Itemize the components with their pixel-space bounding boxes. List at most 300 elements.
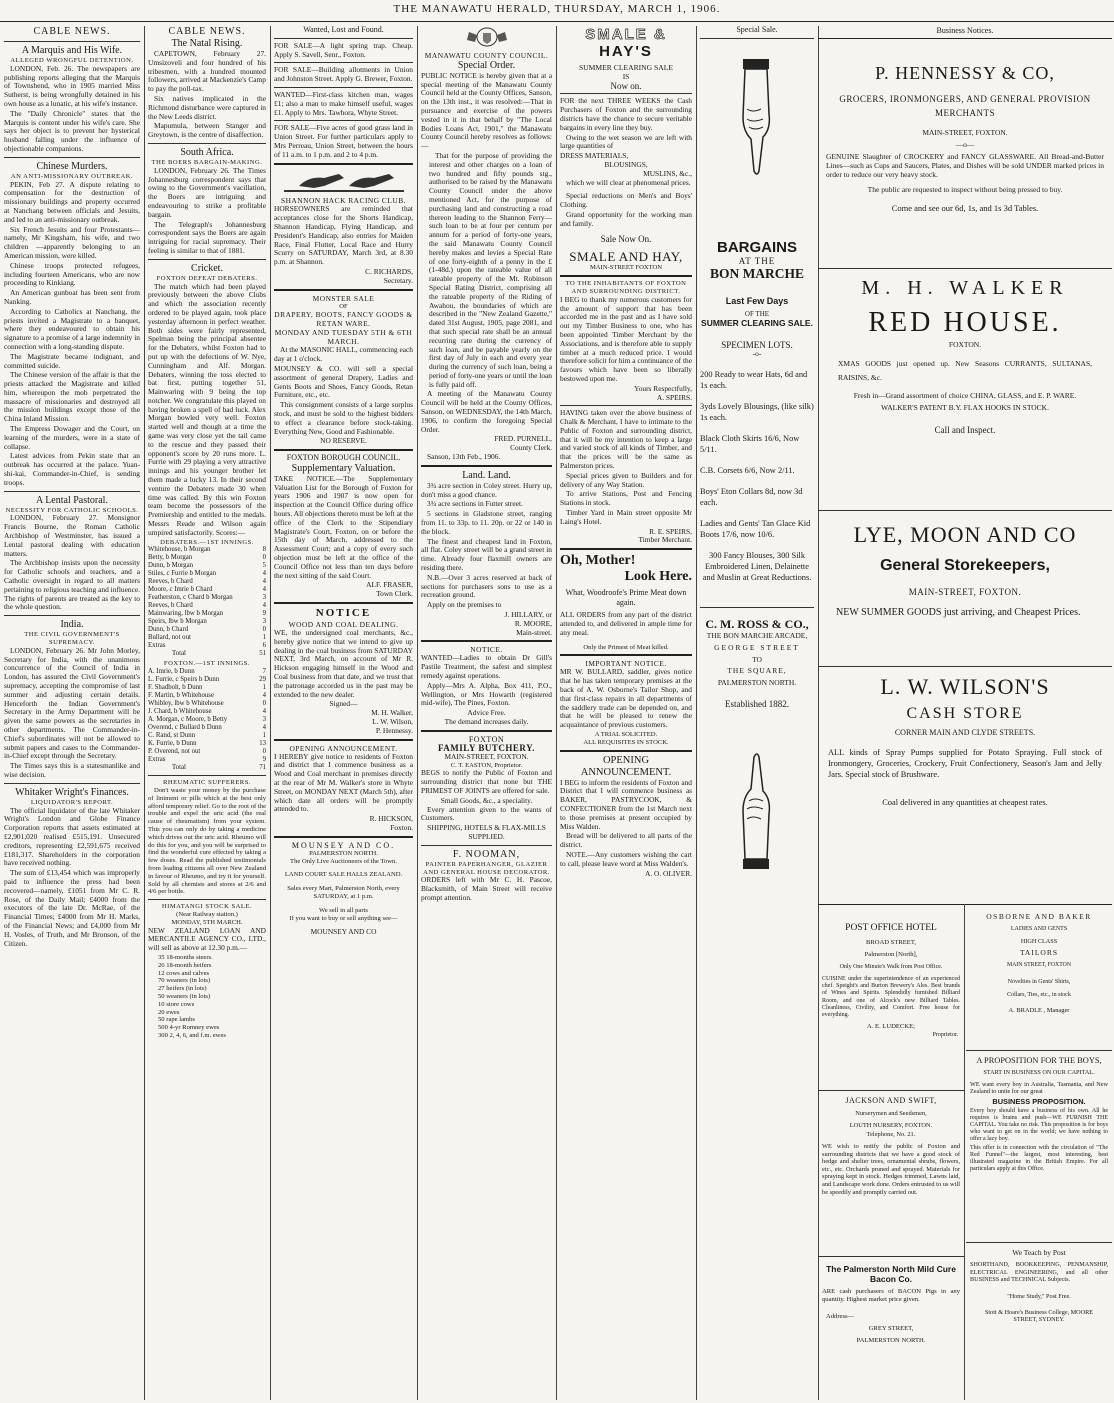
ad-subtitle: WOOD AND COAL DEALING. [288, 620, 399, 630]
ad-text: LAND COURT SALE HALLS ZEALAND. [284, 871, 403, 879]
column-4 [421, 26, 552, 1400]
article-text: LONDON, February 26. The Times Johannesburg correspondent says that owing to the Government's vacillation, the Boers are intriguing and endeavouring to strike a profitable bargain. [148, 165, 266, 219]
ad-text: Grand opportunity for the working man and family. [560, 209, 692, 228]
ad-text: IS [622, 71, 630, 81]
ad-title: OPENING ANNOUNCEMENT. [289, 743, 398, 753]
ad-title: C. M. ROSS & CO., [705, 616, 809, 631]
ad-text: BUSINESS PROPOSITION. [992, 1097, 1086, 1107]
ad-subtitle: LADIES AND GENTS [1010, 926, 1068, 932]
article-text: The "Daily Chronicle" states that the Marquis is content under his wife's care. She says her object is to prevent her hysterical husband falling under the influence of objectionable companions. [4, 108, 140, 153]
ad-text: Now on. [610, 80, 642, 91]
ad-text: CUISINE under the superintendence of an experienced chef. Speight's and Burton Brewery's Ales. Best brands of Wines and Spirits. Splendidly furnished Billiard Room, and one of Alcock's new Billiard Tables. Cleanliness, Civility, and Comfort. Free house for everything. [822, 976, 960, 1019]
ad-proposition [966, 1056, 1112, 1173]
article-subtitle: THE BOERS BARGAIN-MAKING. [151, 158, 263, 166]
article-title: Whitaker Wright's Finances. [15, 786, 129, 798]
ad-title: JACKSON AND SWIFT, [845, 1096, 937, 1105]
ad-title: BON MARCHE [709, 265, 805, 281]
ad-text: Established 1882. [725, 698, 789, 709]
ad-subtitle: DRAPERY, BOOTS, FANCY GOODS & RETAN WARE. [274, 310, 413, 329]
ad-text: SATURDAY, at 1 p.m. [313, 892, 374, 900]
ad-text: Every attention given to the wants of Customers. [421, 804, 552, 823]
ad-text: 3¾ acre sections in Futter street. [427, 499, 523, 509]
stock-item: 20 ewes [158, 1008, 180, 1016]
signature: L. W. Wilson, [372, 717, 413, 727]
ad-text: AT THE [738, 255, 776, 266]
article-text: PEKIN, Feb 27. A dispute relating to compensation for the destruction of missionary buildings and property occurred at Nanchang between officials and Jesuits, and led to an anti-missionary outbreak. [4, 179, 140, 224]
ad-subtitle: START IN BUSINESS ON OUR CAPITAL. [983, 1069, 1095, 1076]
section-heading: CABLE NEWS. [33, 26, 111, 37]
article-subtitle: ALLEGED WRONGFUL DETENTION. [10, 57, 134, 64]
ad-text: SHIPPING, HOTELS & FLAX-MILLS SUPPLIED. [427, 823, 546, 841]
ad-subtitle: HIGH CLASS [1020, 938, 1058, 945]
ad-text: I BEG to inform the residents of Foxton and District that I will commence business as BAKER, PASTRYCOOK, & CONFECTIONER from the 1st March next to those premises at present occupied by Miss Walden. [560, 777, 692, 831]
ad-jackson-swift [818, 1096, 964, 1196]
article-text: The Magistrate became indignant, and committed suicide. [4, 351, 140, 370]
article-text: According to Catholics at Nanchang, the priests invited a Magistrate to a banquet, where they endeavoured to obtain his signature to a promise of a large indemnity in connection with a long-standing dispute. [4, 306, 140, 351]
ad-text: 3¾ acre section in Coley street. Hurry up, don't miss a good chance. [421, 480, 552, 499]
racing-horse-icon [284, 168, 404, 194]
stock-item: 12 cows and calves [158, 969, 210, 977]
ad-text: WE, the undersigned coal merchants, &c., hereby give notice that we intend to give up dealing in the coal business from SATURDAY NEXT, 3rd March, on account of Mr R. Hickson engaging himself in the Wood and Coal business from that date, and we trust that the patronage accorded us in the past may be extended to the new dealer. [274, 628, 413, 699]
ad-title: MONSTER SALE [312, 293, 375, 303]
ad-subtitle: Nurserymen and Seedsmen, [855, 1110, 927, 1117]
ad-text: Bread will be delivered to all parts of the district. [560, 831, 692, 850]
column-2 [148, 26, 266, 1400]
ad-address: TO [752, 654, 762, 664]
article-subtitle: NECESSITY FOR CATHOLIC SCHOOLS. [5, 506, 139, 514]
ad-subtitle: Last Few Days [725, 295, 789, 306]
sale-item: 300 Fancy Blouses, 300 Silk Embroidered Linen, Delainette and Muslin at Great Reductions. [702, 550, 812, 582]
column-5 [560, 26, 692, 1400]
ad-title: BARGAINS [716, 238, 797, 256]
ad-text: The Only Live Auctioneers of the Town. [290, 857, 397, 865]
ad-title: Look Here. [624, 569, 692, 585]
ad-title: OSBORNE AND BAKER [986, 912, 1092, 921]
ad-subtitle: General Storekeepers, [880, 557, 1050, 574]
column-rule [270, 26, 271, 1400]
signature-role: Town Clerk. [376, 589, 413, 599]
ad-proprietor: C. T. EASTON, Proprietor. [450, 761, 523, 769]
ad-text: Timber Yard in Main street opposite Mr Laing's Hotel. [560, 508, 692, 526]
signature-role: Secretary. [383, 275, 413, 285]
ad-text: ALL kinds of Spray Pumps supplied for Potato Spraying. Full stock of Ironmongery, Groceries, Crockery, Fruit Confectionery, Season's Jam and Jelly Jars. Special stock of Brushware. [828, 748, 1102, 779]
signature-role: Proprietor. [932, 1032, 958, 1039]
ad-address: BROAD STREET, [865, 939, 917, 946]
ad-subtitle: FAMILY BUTCHERY. [437, 742, 536, 753]
ad-title: HIMATANGI STOCK SALE. [161, 903, 253, 911]
ad-text: Special reductions on Men's and Boys' Clothing. [560, 191, 692, 210]
ad-subtitle: PALMERSTON NORTH. [309, 849, 378, 857]
ad-text: To arrive Stations, Post and Fencing Stations in stock. [560, 489, 692, 508]
ad-text: Apply—Mrs A. Alpha, Box 411, P.O., Wellington, or Mrs Howarth (registered mid-wife), The Pines, Foxton. [421, 680, 552, 708]
signature-role: Foxton. [390, 822, 413, 832]
ad-title: HAY'S [599, 43, 653, 60]
ad-date: MONDAY AND TUESDAY 5TH & 6TH MARCH. [274, 328, 413, 347]
ad-title: LYE, MOON AND CO [853, 522, 1077, 547]
ad-text: I BEG to thank my numerous customers for the amount of support that has been accorded me in the past and as I have sold out my Timber Business to one, who has been appointed Timber Merchant by the Associations, and is therefore able to supply timber at a much reduced price. I would therefore solicit for him a continuance of the favours which have been so liberally bestowed upon me. [560, 294, 692, 383]
ad-text: GENUINE Slaughter of CROCKERY and FANCY GLASSWARE. All Bread-and-Butter Lines—such as Cups and Saucers, Plates, and Dishes will be sold UNDER marked prices in order to reduce our very heavy stock. [826, 152, 1104, 179]
ad-text: NEW ZEALAND LOAN AND MERCANTILE AGENCY CO., LTD., will sell as above at 12.30 p.m.— [148, 925, 266, 953]
ad-subtitle: PAINTER PAPERHANGER, GLAZIER AND GENERAL HOUSE DECORATOR. [423, 860, 550, 876]
ad-subtitle: TAILORS [1019, 948, 1059, 957]
ad-subtitle: Special Order. [457, 59, 516, 71]
column-3 [274, 26, 413, 1400]
stock-item: 10 store cows [158, 1000, 195, 1008]
article-text: Six French Jesuits and four Protestants—namely, Mr Kingsham, his wife, and two children —apparently belonging to an American mission, were killed. [4, 224, 140, 260]
ad-text: Advice Free. [467, 708, 506, 718]
ad-text: At the MASONIC HALL, commencing each day at 1 o'clock. [274, 345, 413, 364]
ad-text: Fresh in—Grand assortment of choice CHINA, GLASS, and E. P. WARE. [853, 391, 1077, 400]
ad-text: HORSEOWNERS are reminded that acceptances close for the Shorts Handicap, Shannon Handicap, Flying Handicap, and President's Handicap, also entries for Maiden Race, Final Flutter, Local Race and Hurry Scurry on SATURDAY, March 3rd, at 8.30 p.m. at Shannon. [274, 204, 413, 267]
ad-subtitle: SPECIMEN LOTS. [721, 340, 793, 351]
signature: A. BRADLE , Manager [1008, 1007, 1070, 1014]
scorecard-row: Stiles, c Furrie b Morgan 4 [148, 570, 266, 578]
stock-item: 27 heifers (in lots) [158, 985, 207, 993]
ad-title: TO THE INHABITANTS OF FOXTON AND SURROUNDING DISTRICT. [565, 280, 687, 295]
ad-title: The Palmerston North Mild Cure Bacon Co. [826, 1264, 956, 1284]
ad-address: MAIN STREET, FOXTON [1006, 962, 1072, 968]
signature: ALF. FRASER, [366, 580, 413, 590]
scorecard-foxton [148, 668, 266, 764]
scorecard-row: Extras 9 [148, 756, 266, 764]
ad-wilson [818, 674, 1112, 807]
ad-text: I HEREBY give notice to residents of Foxton and district that I commence business as a Wood and Coal merchant in premises directly at the rear of Mr M. Walker's store in Whyte Street, on MONDAY NEXT (March 5th), after which date all orders will be promptly attended to. [274, 751, 413, 814]
sale-item: Black Cloth Skirts 16/6, Now 5/11. [700, 433, 800, 454]
article-title: Cricket. [191, 262, 223, 274]
ad-text: The public are requested to inspect without being pressed to buy. [867, 185, 1063, 194]
ad-address: Palmerston [North], [864, 951, 918, 958]
classified-ad: FOR SALE—A light spring trap. Cheap. Apply S. Savell, Senr., Foxton. [274, 40, 413, 59]
ad-text: A meeting of the Manawatu County Council will be held at the County Offices, Sanson, on WEDNESDAY, the 14th March, 1906, to confirm the foregoing Special Order. [421, 389, 552, 434]
ad-text: Call and Inspect. [934, 425, 996, 435]
signature: M. H. Walker, [371, 708, 413, 718]
article-text: The official liquidator of the late Whitaker Wright's London and Globe Finance Corporation reports that assets estimated at £2,901,020 realised £515,191. Unsecured creditors, representing £2,591,675 received £181,317. Shareholders in the corporation have received nothing. [4, 805, 140, 868]
sale-item: Ladies and Gents' Tan Glace Kid Boots 17/6, now 10/6. [700, 518, 811, 539]
scorecard-row: A. Morgan, c Moore, b Betty 3 [148, 716, 266, 724]
ad-text: Signed— [329, 699, 358, 709]
article-subtitle: AN ANTI-MISSIONARY OUTBREAK. [10, 172, 134, 180]
scorecard-row: Moore, c Imrie b Chard 4 [148, 586, 266, 594]
ad-text: MOUNSEY & CO. will sell a special assortment of general Drapery, Ladies and Gents Boots and Shoes, Fancy Goods, Retan Furniture, etc., etc. [274, 363, 413, 400]
scorecard-row: Extras 6 [148, 642, 266, 650]
section-label: Business Notices. [936, 26, 994, 35]
ad-title: MOUNSEY AND CO. [291, 840, 396, 850]
ad-title: L. W. WILSON'S [880, 674, 1050, 699]
article-text: Six natives implicated in the Richmond disturbance were captured in the New Leeds district. [148, 93, 266, 121]
ad-text: Don't waste your money by the purchase of liniment or pills which at the best only afford temporary relief. Go to the root of the trouble and expel the uric acid (the real cause of rheumatism) from your system. This you can only do by taking a medicine which drives out the uric acid. Rheumo will do this for you, and you will be surprised to find the wonderful cure effected by taking a few doses. Read the published testimonials from leading citizens all over New Zealand in favour of Rheumo, and try it for yourself. Sold by all chemists and stores at 2/6 and 4/6 per bottle. [148, 787, 266, 896]
ad-text: OF THE [744, 309, 770, 318]
article-text: CAPETOWN, February 27. Umsizoveli and four hundred of his tribesmen, with a hundred mounted followers, arrived at Mackenzie's Camp to pay the poll-tax. [148, 49, 266, 94]
ad-text: Novelties in Gents' Shirts, [1007, 979, 1071, 985]
signature: C. RICHARDS, [365, 266, 413, 276]
stock-item: 50 rape lambs [158, 1016, 195, 1024]
ad-text: The finest and cheapest land in Foxton, all flat. Coley street will be a grand street in time. Already four flaxmill owners are residing there. [421, 536, 552, 573]
ad-text: Coal delivered in any quantities at cheapest rates. [882, 798, 1048, 807]
ad-text: NO RESERVE. [320, 436, 367, 446]
ad-text: (Near Railway station.) [176, 910, 238, 918]
stock-item: 35 18-months steers. [158, 953, 213, 961]
ad-address: LOUTH NURSERY, FOXTON. [849, 1122, 933, 1129]
ad-text: OF [339, 302, 348, 310]
ad-osborne-baker [966, 912, 1112, 1015]
ad-text: This offer is in connection with the circulation of "The Red Funnel"—the largest, most interesting, best illustrated magazine in the British Empire. For all particulars apply at this Office. [970, 1145, 1108, 1173]
ad-text: NOTE.—Any customers wishing the cart to call, please leave word at Miss Walden's. [560, 849, 692, 868]
signature: P. Hennessy. [375, 725, 413, 735]
pointing-hand-down-icon [700, 59, 814, 179]
ad-title: RHEUMATIC SUFFERERS. [162, 779, 252, 787]
scorecard-row: Dunn, b Chard 0 [148, 626, 266, 634]
ad-hennessy: P. HENNESSY & CO, GROCERS, IRONMONGERS, AND GENERAL PROVISION MERCHANTS MAIN-STREET, FOXTON. —o— GENUINE Slaughter of CROCKERY and FANCY GLASSWARE. All Bread-and-Butter Lines—such as Cups and Saucers, Plates, and Dishes will be sold UNDER marked prices in order to reduce our very heavy stock. The public are requested to inspect without being pressed to buy. Come and see our 6d, 1s, and 1s 3d Tables. [818, 62, 1112, 213]
ad-text: Small Goods, &c., a speciality. [440, 795, 533, 805]
ad-text: A TRIAL SOLICITED. [594, 731, 658, 739]
ad-text: Owing to the wet season we are left with large quantities of [560, 132, 692, 151]
article-text: Chinese troops protected refugees, including fourteen Americans, who are now proceeding to Kinkiang. [4, 260, 140, 288]
ad-text: 5 sections in Gladstone street, ranging from 11. to 33p. to 11. 20p. or 22 or 140 in the block. [421, 509, 552, 536]
ad-text: WE want every boy in Australia, Tasmania, and New Zealand to unite for our great [970, 1081, 1108, 1096]
ad-text: HAVING taken over the above business of Chalk & Merchant, I have to intimate to the Public of Foxton and surrounding district, that it will be my intention to keep a large and varied stock of all kinds of Timber, and that the prices will be the same as Palmerston prices. [560, 408, 692, 471]
section-heading: Wanted, Lost and Found. [303, 26, 384, 34]
article-text: The Chinese version of the affair is that the priests attacked the Magistrate and killed him, whereupon the mob perpetrated the massacre of missionaries and destroyed all the mission buildings except those of the China Inland Mission. [4, 370, 140, 424]
stock-item: 300 2, 4, 6, and f.m. ewes [158, 1031, 226, 1039]
ad-title: NOTICE [315, 607, 372, 620]
ad-subtitle: GROCERS, IRONMONGERS, AND GENERAL PROVISION MERCHANTS [839, 94, 1091, 118]
scorecard-row: Overend, c Bullard b Dunn 4 [148, 724, 266, 732]
article-text: The Archbishop insists upon the necessity for Catholic schools and teachers, and a Catholic oversight in regard to all matters pertaining to religious teaching and influence. The rights of parents are treated as the key to the whole question. [4, 558, 140, 612]
scorecard-row: L. Furrie, c Speirs b Dunn 29 [148, 676, 266, 684]
section-label: Special Sale. [736, 26, 778, 34]
ad-text: Collars, Ties, etc., in stock [1007, 992, 1071, 998]
ad-subtitle: Supplementary Valuation. [291, 462, 396, 474]
ad-address: MAIN-STREET, FOXTON. [908, 587, 1022, 597]
ad-text: BEGS to notify the Public of Foxton and surrounding district that none but THE PRIMEST OF JOINTS are offered for sale. [421, 768, 552, 795]
ad-address: FOXTON. [948, 340, 982, 349]
column-6: Special Sale. BARGAINS AT THE BON MARCHE Last Few Days OF THE SUMMER CLEARING SALE. SPECIMEN LOTS. -o- 200 Ready to wear Hats, 6d and 1s each. 3yds Lovely Blousings, (like silk) 1s each. Black Cloth Skirts 16/6, Now 5/11. C.B. Corsets 6/6, Now 2/11. Boys' Eton Collars 8d, now 3d each. Ladies and Gents' Tan Glace Kid Boots 17/6, now 10/6. 300 Fancy Blouses, 300 Silk Embroidered Linen, Delainette and Muslin at Great Reductions. C. M. ROSS & CO., THE BON MARCHE ARCADE, GEORGE STREET TO THE SQUARE, PALMERSTON NORTH. Established 1882. [700, 26, 814, 1400]
ad-title: A PROPOSITION FOR THE BOYS, [976, 1056, 1102, 1065]
ad-text: XMAS GOODS just opened up. New Seasons CURRANTS, SULTANAS, RAISINS, &c. [838, 359, 1092, 382]
ad-text: We sell in all parts [319, 906, 368, 914]
ad-post-office-hotel [818, 912, 964, 1040]
ad-text: MUSLINS, &c., [643, 168, 692, 178]
ad-text: BLOUSINGS, [604, 159, 648, 169]
ad-address: GEORGE STREET [714, 642, 800, 652]
stock-item: 26 18-month heifers [158, 961, 212, 969]
ad-title: We Teach by Post [1012, 1248, 1066, 1257]
ad-walker [818, 276, 1112, 435]
article-text: The sum of £13,454 which was improperly paid to influence the press had been recovered—namely, £1051 from Mr C. R. Rose, of the Daily Mail; £4000 from the executors of the late Dr. McRae, of the Financial Times; £4000 from Mr H. Marks, of the Financial News; and £4,000 from Mr H. Vosles, of Truth, and Mr Bronson, of the Citizen. [4, 868, 140, 948]
ad-text: PUBLIC NOTICE is hereby given that at a special meeting of the Manawatu County Council held at the County Offices, Sanson, on the 13th inst., it was resolved:—That in pursuance and exercise of the powers vested in it in that behalf by "The Local Bodies Loans Act, 1901," the Manawatu County Council hereby resolves as follows:— [421, 70, 552, 151]
scorecard-debaters [148, 546, 266, 650]
article-text: LONDON, Feb. 26. The newspapers are publishing reports alleging that the Marquis of Townshend, who in 1905 married Miss Sutherst, is being wrongfully detained in his own house as a lunatic, at his wife's instance. [4, 63, 140, 108]
ad-title: NOTICE. [470, 645, 503, 655]
ad-text: ALL ORDERS from any part of the district attended to, and delivered in ample time for any meal. [560, 610, 692, 637]
ad-bacon-co [818, 1264, 964, 1345]
ad-title: RED HOUSE. [868, 307, 1062, 338]
ad-title: SMALE & [585, 26, 667, 43]
ad-title: IMPORTANT NOTICE. [585, 659, 667, 669]
scorecard-row: Whitehouse, b Morgan 8 [148, 546, 266, 554]
ad-title: SMALE AND HAY, [569, 249, 683, 265]
signature: A. E. LUDECKE; [867, 1023, 915, 1031]
ad-text: DRESS MATERIALS, [560, 151, 629, 161]
ad-date: Sanson, 13th Feb., 1906. [427, 452, 501, 462]
scorecard-row: Reeves, b Chard 4 [148, 602, 266, 610]
article-text: LONDON, February 27. Monsignor Francis Bourne, the Roman Catholic Archbishop of Westminster, has issued a Lental pastoral dealing with education matters. [4, 513, 140, 558]
scorecard-row: P. Overend, not out 0 [148, 748, 266, 756]
scorecard-row: K. Furrie, b Dunn 13 [148, 740, 266, 748]
ad-text: Stott & Hoare's Business College, MOORE STREET, SYDNEY. [984, 1308, 1094, 1324]
article-subtitle: FOXTON DEFEAT DEBATERS. [156, 274, 258, 282]
ad-text: Only One Minute's Walk from Post Office. [839, 964, 943, 970]
article-subtitle: THE CIVIL GOVERNMENT'S SUPREMACY. [24, 631, 120, 647]
sale-item: C.B. Corsets 6/6, Now 2/11. [700, 465, 795, 475]
scorecard-row: Betty, b Morgan 0 [148, 554, 266, 562]
column-1 [4, 26, 140, 1400]
ad-title: M. H. WALKER [861, 277, 1069, 299]
signature: FRED. PURNELL, [494, 434, 552, 444]
ad-text: MR W. BULLARD, saddler, gives notice that he has taken temporary premises at the back of A. W. Osborne's Tailor Shop, and that first-class repairs in all departments of the saddlery trade can be depended on, and that he will be pleased to renew the acquaintance of previous customers. [560, 667, 692, 730]
ad-address: PALMERSTON NORTH. [717, 678, 797, 688]
ad-text: WE wish to notify the public of Foxton and surrounding districts that we have a good stock of hedge and shelter trees, ornamental shrubs, flowers, etc., etc. Orchards pruned and sprayed. Materials for spraying kept in stock. Hedges trimmed, Lawns laid, and Landscape work done. Orders entrusted to us will be speedily and promptly carried out. [822, 1143, 960, 1196]
ad-text: WANTED—Ladies to obtain Dr Gill's Pastile Treatment, the safest and simplest remedy against operations. [421, 653, 552, 680]
scorecard-row: Whibley, lbw b Whitehouse 0 [148, 700, 266, 708]
signature: R. E. SPEIRS, [649, 526, 692, 536]
article-text: An American gunboat has been sent from Nanking. [4, 288, 140, 306]
article-title: India. [60, 619, 84, 631]
article-title: South Africa. [180, 146, 234, 158]
signature-role: County Clerk. [510, 443, 552, 453]
article-title: A Marquis and His Wife. [21, 45, 123, 56]
ad-text: Sales every Mart, Palmerston North, every [287, 885, 400, 893]
ad-text: Address— [826, 1312, 855, 1320]
article-text: The match which had been played previously between the above Clubs and which the association recently ordered to be played again, took place yesterday afternoon in perfect weather. Both sides were fairly represented, Spelman being the principal absentee for the Debaters, whilst Foxton had to put up with the defections of W. Nye, Cunningham and Alf. Morgan. Debaters, winning the toss elected to bat first, putting together 51, Mainwaring with 9 being the top notcher. We congratulate this played on having broken a spell of bad luck. Alex Morgan bowled very well. Foxton started well and though at a time the game was very close yet the tail came to the rescue and they passed their opponent's score by 20 runs more. L. Furrie with 29 playing a very attractive innings and his younger brother let them made a lucky 13. In their second venture the Debaters made 30 when time was called. By this win Foxton team become the possessors of the Premiership and entitled to the medals. Messrs Reade and Wilson again umpired satisfactorily. Scores:— [148, 281, 266, 537]
ad-text: WALKER'S PATENT B.Y. FLAX HOOKS IN STOCK. [881, 403, 1049, 412]
article-text: The Telegraph's Johannesburg correspondent says the Boers are again intriguing for racial supremacy. Their feeling is similar to that of 1881. [148, 219, 266, 255]
article-subtitle: LIQUIDATOR'S REPORT. [30, 798, 114, 806]
ad-subtitle: SUMMER CLEARING SALE. [701, 318, 813, 329]
ad-text: ORDERS left with Mr C. H. Pascoe, Blacksmith, of Main Street will receive prompt attention. [421, 875, 552, 902]
ad-subtitle: THE BON MARCHE ARCADE, [706, 630, 808, 640]
ad-title: OPENING ANNOUNCEMENT. [580, 754, 672, 778]
stock-list [148, 954, 266, 1040]
ad-text: SHORTHAND, BOOKKEEPING, PENMANSHIP, ELECTRICAL ENGINEERING, and all other BUSINESS and TECHNICAL Subjects. [970, 1261, 1108, 1284]
scorecard-row: Reeves, b Chard 4 [148, 578, 266, 586]
sale-item: Boys' Eton Collars 8d, now 3d each. [700, 486, 803, 507]
horse-illustration [274, 168, 413, 197]
classified-ad: WANTED—First-class kitchen man, wages £1; also a man to make himself useful, wages £1. Apply to Mrs. Tawhora, Whyte Street. [274, 89, 413, 117]
scorecard-title: DEBATERS.—1ST INNINGS. [160, 538, 254, 546]
scorecard-total: Total 71 [172, 764, 266, 772]
ad-date: MONDAY, 5TH MARCH. [171, 918, 243, 926]
classified-ad: FOR SALE—Five acres of good grass land in Union Street. For further particulars apply to Mrs Perreau, Union Street, between the hours of 11 a.m. to 1 p.m. and 2 to 4 p.m. [274, 123, 413, 159]
article-text: The Empress Dowager and the Court, on learning of the murders, were in a state of collapse. [4, 424, 140, 451]
scorecard-row: Mainwaring, lbw b Morgan 9 [148, 610, 266, 618]
ad-footer: MOUNSEY AND CO [310, 927, 377, 937]
coat-of-arms-emblem [421, 26, 552, 51]
ad-address: GREY STREET, [868, 1324, 914, 1332]
stock-item: 500 4-yr Romney ewes [158, 1024, 220, 1032]
ad-title: Land. Land. [462, 469, 511, 481]
column-rule [696, 26, 697, 1400]
ad-lye-moon [818, 522, 1112, 619]
ad-title: POST OFFICE HOTEL [845, 923, 937, 933]
ad-address: MAIN-STREET, FOXTON. [922, 128, 1008, 137]
classified-ad: FOR SALE—Building allotments in Union and Johnston Street. Apply G. Brewer, Foxton. [274, 65, 413, 84]
scorecard-row: J. Chard, b Whitehouse 4 [148, 708, 266, 716]
section-heading: CABLE NEWS. [168, 26, 246, 37]
ad-text: The demand increases daily. [444, 716, 529, 726]
scorecard-row: Speirs, lbw b Morgan 3 [148, 618, 266, 626]
signature-role: Main-street. [516, 627, 552, 637]
ad-title: MANAWATU COUNTY COUNCIL. [424, 50, 549, 60]
column-rule [144, 26, 145, 1400]
signature: A. O. OLIVER. [644, 868, 692, 878]
signature: Yours Respectfully, [634, 383, 692, 393]
sale-item: 3yds Lovely Blousings, (like silk) 1s each. [700, 401, 814, 422]
ad-teach-by-post [966, 1248, 1112, 1324]
ad-address: PALMERSTON NORTH. [856, 1336, 926, 1344]
ad-title: FOXTON BOROUGH COUNCIL. [286, 453, 401, 463]
stock-item: 70 weaners (in lots) [158, 977, 211, 985]
coat-of-arms-icon [457, 26, 517, 48]
article-title: A Lental Pastoral. [36, 494, 108, 506]
scorecard-row: Featherston, c Chard b Morgan 3 [148, 594, 266, 602]
ad-text: Sale Now On. [600, 233, 652, 244]
ad-address: THE SQUARE, [727, 666, 787, 676]
ad-text: Every boy should have a business of his own. All he requires is brains and push—WE FURNISH THE CAPITAL. You take no risk. This proposition is for boys who want to get on in the world; we have nothing to offer a lazy boy. [970, 1108, 1108, 1143]
ad-text: Only the Primest of Meat killed. [583, 643, 669, 651]
ad-subtitle: SUMMER CLEARING SALE [578, 63, 674, 72]
ad-address: CORNER MAIN AND CLYDE STREETS. [894, 728, 1036, 737]
ad-text: If you want to buy or sell anything see— [289, 914, 398, 922]
ad-text: TAKE NOTICE.—The Supplementary Valuation List for the Borough of Foxton for years 1906 and 1907 is now open for inspection at the Council Office during office hours. All objections thereto must be left at the office of the Clerk to the Stipendiary Magistrate's Court, Foxton, on or before the 15th day of March, addressed to the Assessment Court; and a copy of every such objection must be left at the office of the Council Office not less than ten days before the next sitting of the said Court. [274, 473, 413, 580]
ad-title: F. NOOMAN, [452, 848, 521, 860]
scorecard-row: C. Rand, st Dunn 1 [148, 732, 266, 740]
ad-text: Apply on the premises to [427, 600, 502, 610]
ad-title: FOXTON [468, 734, 505, 744]
article-title: Chinese Murders. [36, 160, 108, 172]
ad-subtitle: CASH STORE [906, 705, 1024, 722]
signature: A. SPEIRS. [656, 392, 692, 402]
ad-address: MAIN-STREET, FOXTON. [444, 751, 529, 761]
article-text: Latest advices from Pekin state that an outbreak has occurred at the palace. Yuan-shi-kai, Commander-in-Chief, is sending troops. [4, 451, 140, 487]
article-title: The Natal Rising. [171, 38, 243, 49]
scorecard-row: Bullard, not out 1 [148, 634, 266, 642]
ad-text: That for the purpose of providing the interest and other charges on a loan of two hundred and fifty pounds stg., authorised to be raised by the Manawatu County Council under the above mentioned Act, for the purpose of purchasing land and constructing a road thereon leading to the Shannon Ferry—such loan to be at four per centum per annum for a period of forty-one years, the said Manawatu County Council hereby makes and levies a Special Rate of one forty-eighth of a penny in the £ (1-48d.) upon the rateable value of all rateable property of the Mt. Robinson Special Rating District, comprising all the rateable property of the Riding of Awahou, the boundaries of which are described in the "New Zealand Gazette," dated 31st August, 1905, page 2081, and that such special rate shall be an annual recurring rate during the currency of such loan, and be payable yearly on the first day of July in each and every year during the currency of such loan, being a period of forty-one years or until the loan is fully paid off. [429, 150, 552, 389]
ad-text: Special prices given to Builders and for delivery of any Way Station. [560, 470, 692, 489]
ad-text: FOR the next THREE WEEKS the Cash Purchasers of Foxton and the surrounding districts have the chance to secure veritable bargains in every line they buy. [560, 96, 692, 132]
pointing-hand-up-icon [700, 749, 814, 869]
ad-text: What, Woodroofe's Prime Meat down again. [565, 588, 687, 608]
article-text: The Times says this is a statesmanlike and wise decision. [4, 761, 140, 779]
article-text: Mapumula, between Stanger and Greytown, is the centre of disaffection. [148, 121, 266, 140]
ad-address: MAIN-STREET FOXTON [589, 264, 663, 272]
signature: J. HILLARY, or [504, 610, 552, 620]
masthead: THE MANAWATU HERALD, THURSDAY, MARCH 1, 1906. [0, 0, 1114, 22]
scorecard-row: F. Shadbolt, b Dunn 1 [148, 684, 266, 692]
ad-title: SHANNON HACK RACING CLUB. [280, 196, 406, 206]
signature: R. MOORE, [514, 618, 552, 628]
ad-text: ALL REQUISITES IN STOCK. [583, 738, 669, 746]
ad-text: N.B.—Over 3 acres reserved at back of sections for purchasers sons to use as a recreation ground. [421, 572, 552, 600]
ad-text: "Home Study," Post Free. [1007, 1292, 1071, 1300]
scorecard-title: FOXTON.—1ST INNINGS. [163, 660, 251, 668]
stock-item: 50 weaners (in lots) [158, 992, 211, 1000]
scorecard-row: Dunn, b Morgan 5 [148, 562, 266, 570]
sale-item: 200 Ready to wear Hats, 6d and 1s each. [700, 369, 808, 390]
scorecard-total: Total 51 [172, 650, 266, 658]
ad-text: NEW SUMMER GOODS just arriving, and Cheapest Prices. [836, 607, 1081, 618]
scorecard-row: F. Martin, b Whitehouse 4 [148, 692, 266, 700]
